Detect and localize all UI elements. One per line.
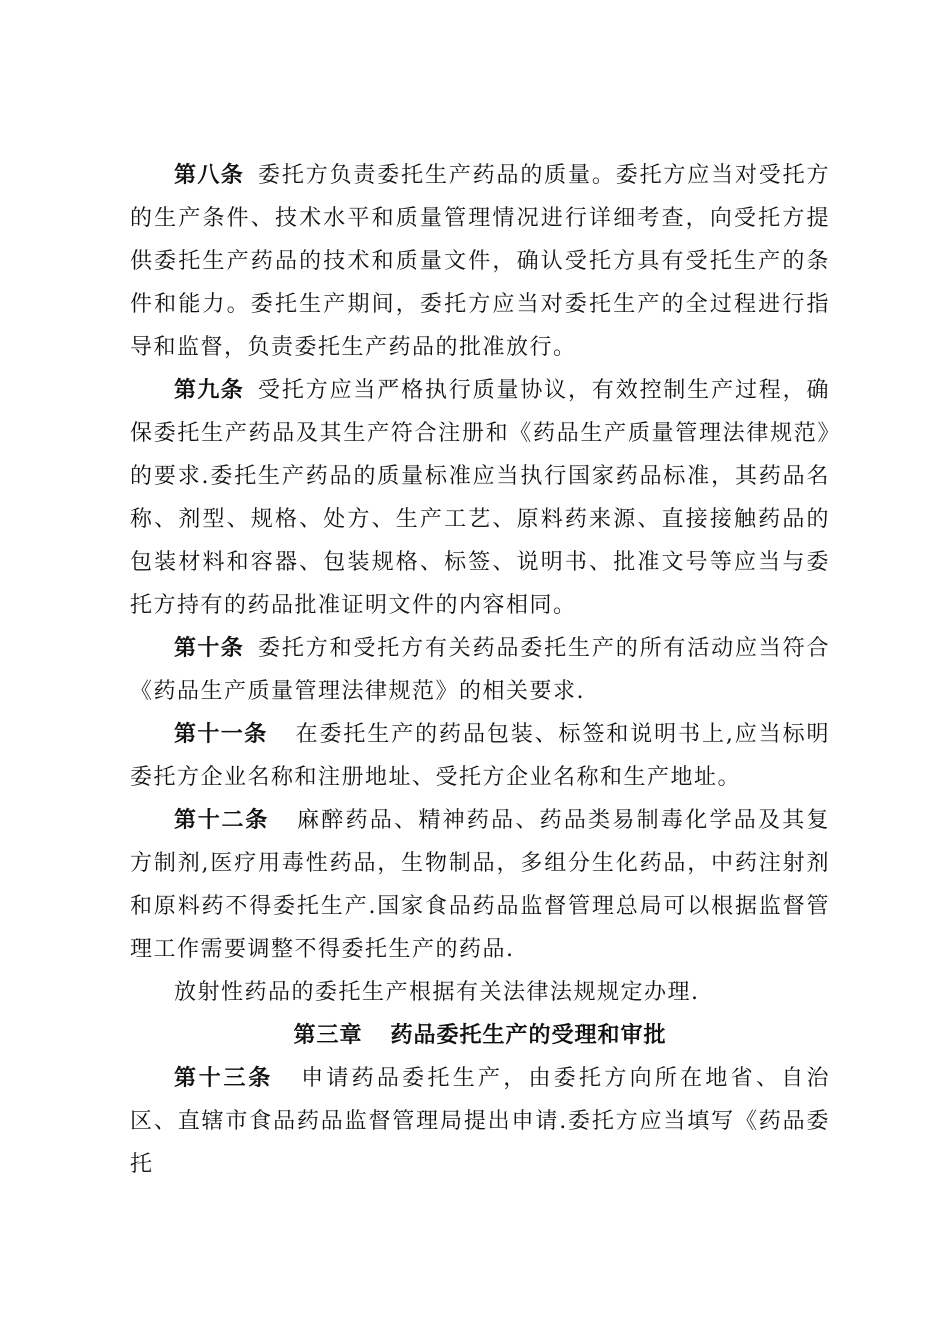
- article-12: [130, 799, 830, 971]
- article-text: 在委托生产的药品包装、标签和说明书上,应当标明委托方企业名称和注册地址、受托方企业名称和生产地址。: [130, 722, 830, 790]
- article-text: 受托方应当严格执行质量协议，有效控制生产过程，确保委托生产药品及其生产符合注册和《药品生产质量管理法律规范》的要求.委托生产药品的质量标准应当执行国家药品标准，其药品名称、剂型、规格、处方、生产工艺、原料药来源、直接接触药品的包装材料和容器、包装规格、标签、说明书、批准文号等应当与委托方持有的药品批准证明文件的内容相同。: [130, 378, 830, 618]
- chapter-title: 药品委托生产的受理和审批: [390, 1023, 667, 1048]
- article-11: [130, 713, 830, 799]
- document-body: [130, 154, 830, 1186]
- article-12-note: [130, 971, 830, 1014]
- article-10: [130, 627, 830, 713]
- article-number: 第十一条: [174, 722, 268, 747]
- article-number: 第九条: [174, 378, 245, 403]
- article-number: 第八条: [174, 163, 245, 188]
- article-text: 申请药品委托生产，由委托方向所在地省、自治区、直辖市食品药品监督管理局提出申请.委托方应当填写《药品委托: [130, 1066, 830, 1177]
- article-text: 委托方和受托方有关药品委托生产的所有活动应当符合《药品生产质量管理法律规范》的相关要求.: [130, 636, 830, 704]
- article-number: 第十条: [174, 636, 245, 661]
- article-number: 第十三条: [174, 1066, 274, 1091]
- article-8: [130, 154, 830, 369]
- article-text: 委托方负责委托生产药品的质量。委托方应当对受托方的生产条件、技术水平和质量管理情况进行详细考查，向受托方提供委托生产药品的技术和质量文件，确认受托方具有受托生产的条件和能力。委托生产期间，委托方应当对委托生产的全过程进行指导和监督，负责委托生产药品的批准放行。: [130, 163, 830, 360]
- chapter-number: 第三章: [293, 1023, 363, 1048]
- article-13: [130, 1057, 830, 1186]
- chapter-heading: [130, 1014, 830, 1057]
- article-9: [130, 369, 830, 627]
- note-text: 放射性药品的委托生产根据有关法律法规规定办理.: [174, 980, 700, 1005]
- article-number: 第十二条: [174, 808, 270, 833]
- article-text: 麻醉药品、精神药品、药品类易制毒化学品及其复方制剂,医疗用毒性药品，生物制品，多组分生化药品，中药注射剂和原料药不得委托生产.国家食品药品监督管理总局可以根据监督管理工作需要调整不得委托生产的药品.: [130, 808, 830, 962]
